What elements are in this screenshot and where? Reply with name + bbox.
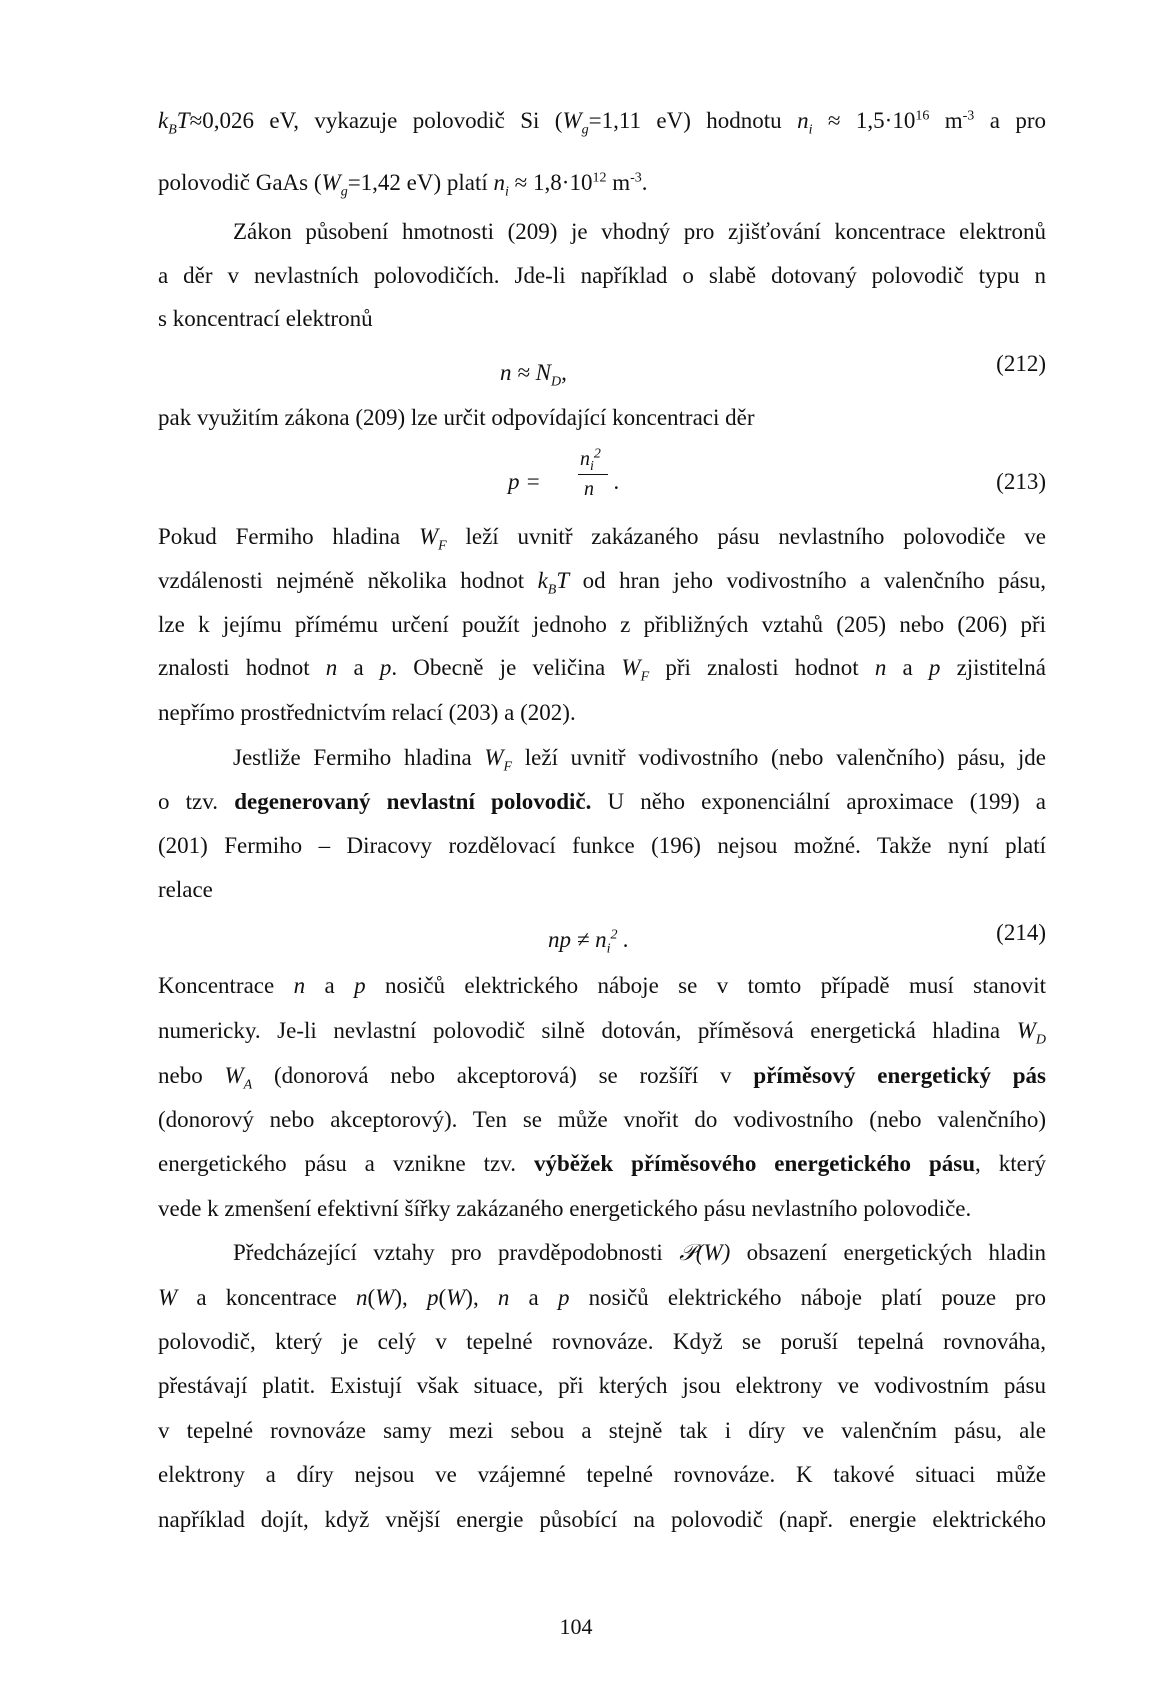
text-line: vede k zmenšení efektivní šířky zakázaného energetického pásu nevlastního polovodiče.: [158, 1196, 972, 1221]
text-line: v tepelné rovnováze samy mezi sebou a stejně tak i díry ve valenčním pásu, ale: [158, 1418, 1046, 1443]
text-line: Koncentrace n a p nosičů elektrického náboje se v tomto případě musí stanovit: [158, 973, 1046, 998]
text-line: Předcházející vztahy pro pravděpodobnosti 𝒫(W) obsazení energetických hladin: [233, 1240, 1046, 1265]
equation-213: p =: [508, 469, 541, 494]
text-line: polovodič, který je celý v tepelné rovnováze. Když se poruší tepelná rovnováha,: [158, 1329, 1046, 1354]
text-line: W a koncentrace n(W), p(W), n a p nosičů elektrického náboje platí pouze pro: [158, 1285, 1046, 1310]
fraction-denominator: n: [584, 478, 594, 500]
text-line: nepřímo prostřednictvím relací (203) a (202).: [158, 700, 576, 725]
text-line: (donorový nebo akceptorový). Ten se může vnořit do vodivostního (nebo valenčního): [158, 1107, 1046, 1132]
equation-punct: .: [614, 469, 620, 494]
text-line: přestávají platit. Existují však situace, při kterých jsou elektrony ve vodivostním pásu: [158, 1373, 1046, 1398]
text-line: Pokud Fermiho hladina $W_F$ leží uvnitř zakázaného pásu nevlastního polovodiče ve: [158, 524, 1046, 554]
text-line: $k_BT\approx 0,026$ eV, vykazuje polovodič Si ($W_g=1,11$ eV) hodnotu $n_i \approx 1,5\cdot 10^{16}$ $m^{-3}$ a pro: [158, 108, 1046, 138]
equation-214: np ≠ $n_i^2$ .: [548, 927, 630, 957]
equation-number: (212): [996, 351, 1046, 376]
text-line: pak využitím zákona (209) lze určit odpovídající koncentraci děr: [158, 405, 755, 430]
text-line: lze k jejímu přímému určení použít jednoho z přibližných vztahů (205) nebo (206) při: [158, 612, 1046, 637]
text-line: o tzv. degenerovaný nevlastní polovodič. U něho exponenciální aproximace (199) a: [158, 789, 1046, 814]
text-line: vzdálenosti nejméně několika hodnot $k_BT$ od hran jeho vodivostního a valenčního pásu,: [158, 568, 1046, 598]
text-line: polovodič GaAs ($W_g=1,42$ eV) platí $n_i \approx 1,8\cdot 10^{12}$ $m^{-3}$.: [158, 170, 648, 200]
page-number: 104: [559, 1614, 593, 1639]
text-line: s koncentrací elektronů: [158, 306, 373, 331]
text-line: (201) Fermiho – Diracovy rozdělovací funkce (196) nejsou možné. Takže nyní platí: [158, 833, 1046, 858]
equation-number: (214): [996, 920, 1046, 945]
text-line: například dojít, když vnější energie působící na polovodič (např. energie elektrického: [158, 1507, 1046, 1532]
text-line: Zákon působení hmotnosti (209) je vhodný pro zjišťování koncentrace elektronů: [233, 219, 1046, 244]
text-line: energetického pásu a vznikne tzv. výběžek příměsového energetického pásu, který: [158, 1151, 1046, 1176]
fraction-numerator: $n_i^2$: [580, 446, 601, 474]
fraction-bar: [578, 474, 608, 475]
text-line: a děr v nevlastních polovodičích. Jde-li například o slabě dotovaný polovodič typu n: [158, 263, 1046, 288]
text-line: numericky. Je-li nevlastní polovodič silně dotován, příměsová energetická hladina $W_D$: [158, 1018, 1046, 1048]
text-line: Jestliže Fermiho hladina $W_F$ leží uvnitř vodivostního (nebo valenčního) pásu, jde: [233, 745, 1046, 775]
equation-number: (213): [996, 469, 1046, 494]
equation-212: $n \approx N_D$,: [500, 360, 567, 390]
text-line: nebo $W_A$ (donorová nebo akceptorová) se rozšíří v příměsový energetický pás: [158, 1063, 1046, 1093]
text-line: relace: [158, 877, 213, 902]
text-line: znalosti hodnot n a p. Obecně je veličina $W_F$ při znalosti hodnot n a p zjistitelná: [158, 655, 1046, 685]
text-line: elektrony a díry nejsou ve vzájemné tepelné rovnováze. K takové situaci může: [158, 1462, 1046, 1487]
